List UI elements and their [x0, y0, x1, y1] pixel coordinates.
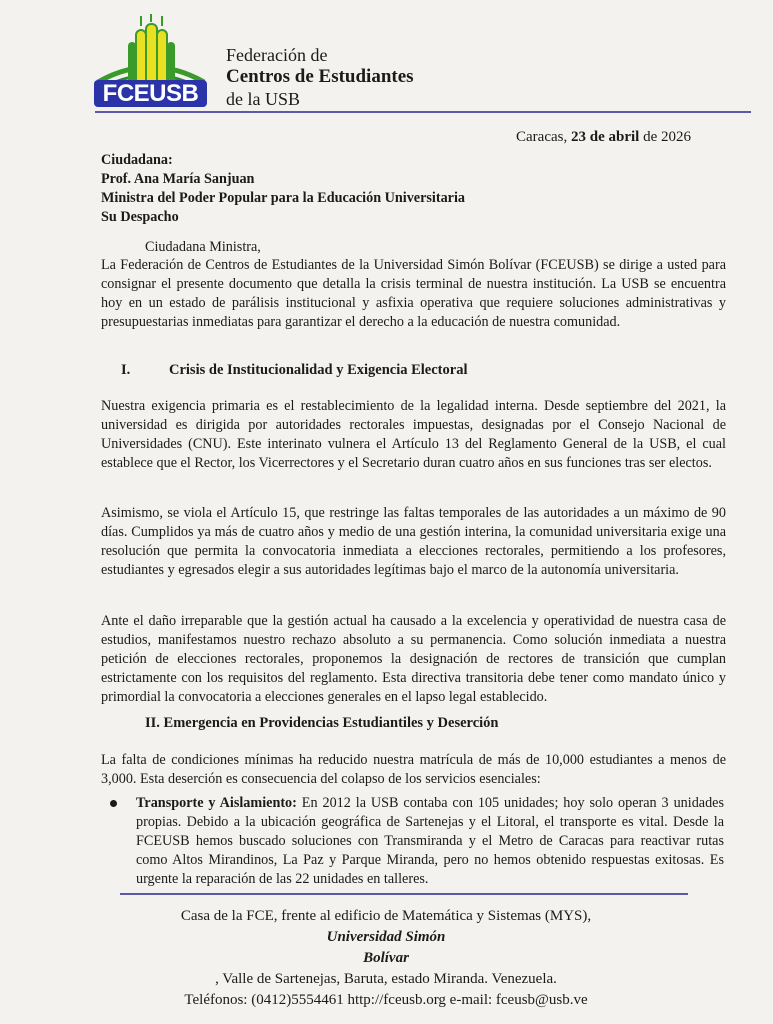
- intro-paragraph: La Federación de Centros de Estudiantes de la Universidad Simón Bolívar (FCEUSB) se dirige a usted para consignar el presente documento que detalla la crisis terminal de nuestra institución. La USB se encuentra hoy en un estado de parálisis institucional y asfixia operativa que requiere soluciones administrativas y presupuestarias inmediatas para garantizar el derecho a la educación de nuestra comunidad.: [101, 257, 726, 330]
- recipient-line: Prof. Ana María Sanjuan: [101, 171, 255, 187]
- organization-name: [226, 44, 414, 110]
- footer-divider: [120, 893, 688, 895]
- header-divider: [95, 111, 751, 113]
- letter-date: [100, 129, 691, 146]
- recipient-line: Ciudadana:: [101, 152, 173, 168]
- org-line-1: Federación de: [226, 45, 328, 65]
- section-1-heading: [121, 362, 467, 379]
- org-line-2: Centros de Estudiantes: [226, 66, 414, 87]
- greeting: Ciudadana Ministra,: [145, 239, 261, 255]
- footer-university-name-cont: Bolívar: [363, 950, 409, 966]
- date-day: 23 de abril: [570, 129, 640, 145]
- footer-university-name: Universidad Simón: [326, 929, 446, 945]
- footer-contact: Teléfonos: (0412)5554461 http://fceusb.org e-mail: fceusb@usb.ve: [184, 992, 588, 1008]
- section-1-title: Crisis de Institucionalidad y Exigencia Electoral: [169, 362, 468, 378]
- section-1-paragraph-1: Nuestra exigencia primaria es el restablecimiento de la legalidad interna. Desde septiembre del 2021, la universidad es dirigida por autoridades rectorales impuestas, designadas por el Consejo Nacional de Universidades (CNU). Este interinato vulnera el Artículo 13 del Reglamento General de la USB, el cual establece que el Rector, los Vicerrectores y el Secretario duran cuatro años en sus funciones tras ser electos.: [101, 398, 726, 471]
- section-1-paragraph-2: Asimismo, se viola el Artículo 15, que restringe las faltas temporales de las autoridades a un máximo de 90 días. Cumplidos ya más de cuatro años y medio de una gestión interina, la comunidad universitaria exige una resolución que permita la convocatoria inmediata a elecciones rectorales, permitiendo a los profesores, estudiantes y egresados elegir a sus autoridades legítimas bajo el marco de la autonomía universitaria.: [101, 505, 726, 578]
- recipient-line: Su Despacho: [101, 209, 179, 225]
- date-year: de 2026: [639, 129, 691, 145]
- recipient-block: [101, 151, 726, 227]
- footer-address-text: Casa de la FCE, frente al edificio de Matemática y Sistemas (MYS),: [180, 908, 592, 924]
- list-item: [110, 794, 724, 889]
- footer-location: , Valle de Sartenejas, Baruta, estado Miranda. Venezuela.: [215, 971, 557, 987]
- section-2-heading: II. Emergencia en Providencias Estudiantiles y Deserción: [145, 715, 499, 731]
- bullet-text: En 2012 la USB contaba con 105 unidades; hoy solo operan 3 unidades propias. Debido a la ubicación geográfica de Sartenejas y el Litoral, el transporte es vital. Desde la FCEUSB hemos buscado soluciones con Transmiranda y el Metro de Caracas para reactivar rutas como Altos Mirandinos, La Paz y Parque Miranda, pero no hemos obtenido respuestas exitosas. Es urgente la reparación de las 22 unidades en talleres.: [136, 795, 724, 887]
- recipient-line: Ministra del Poder Popular para la Educación Universitaria: [101, 190, 466, 206]
- date-prefix: Caracas,: [516, 129, 571, 145]
- logo-wordmark: FCEUSB: [94, 80, 207, 107]
- footer-line-1: [100, 906, 672, 948]
- bullet-icon: [110, 800, 117, 807]
- bullet-title: Transporte y Aislamiento:: [136, 795, 297, 811]
- section-1-paragraph-3: Ante el daño irreparable que la gestión actual ha causado a la excelencia y operatividad de nuestra casa de estudios, manifestamos nuestro rechazo absoluto a su permanencia. Como solución inmediata a nuestra petición de elecciones rectorales, proponemos la designación de rectores de transición que cumplan estrictamente con los requisitos del reglamento. Esta directiva transitoria debe tener como mandato único y primordial la convocatoria a elecciones generales en el lapso legal establecido.: [101, 613, 726, 705]
- org-line-3: de la USB: [226, 89, 300, 109]
- footer-address: [100, 906, 672, 1011]
- section-2-paragraph-1: La falta de condiciones mínimas ha reducido nuestra matrícula de más de 10,000 estudiantes a menos de 3,000. Esta deserción es consecuencia del colapso de los servicios esenciales:: [101, 752, 726, 787]
- section-1-number: I.: [121, 362, 131, 378]
- footer-line-2: [100, 948, 672, 990]
